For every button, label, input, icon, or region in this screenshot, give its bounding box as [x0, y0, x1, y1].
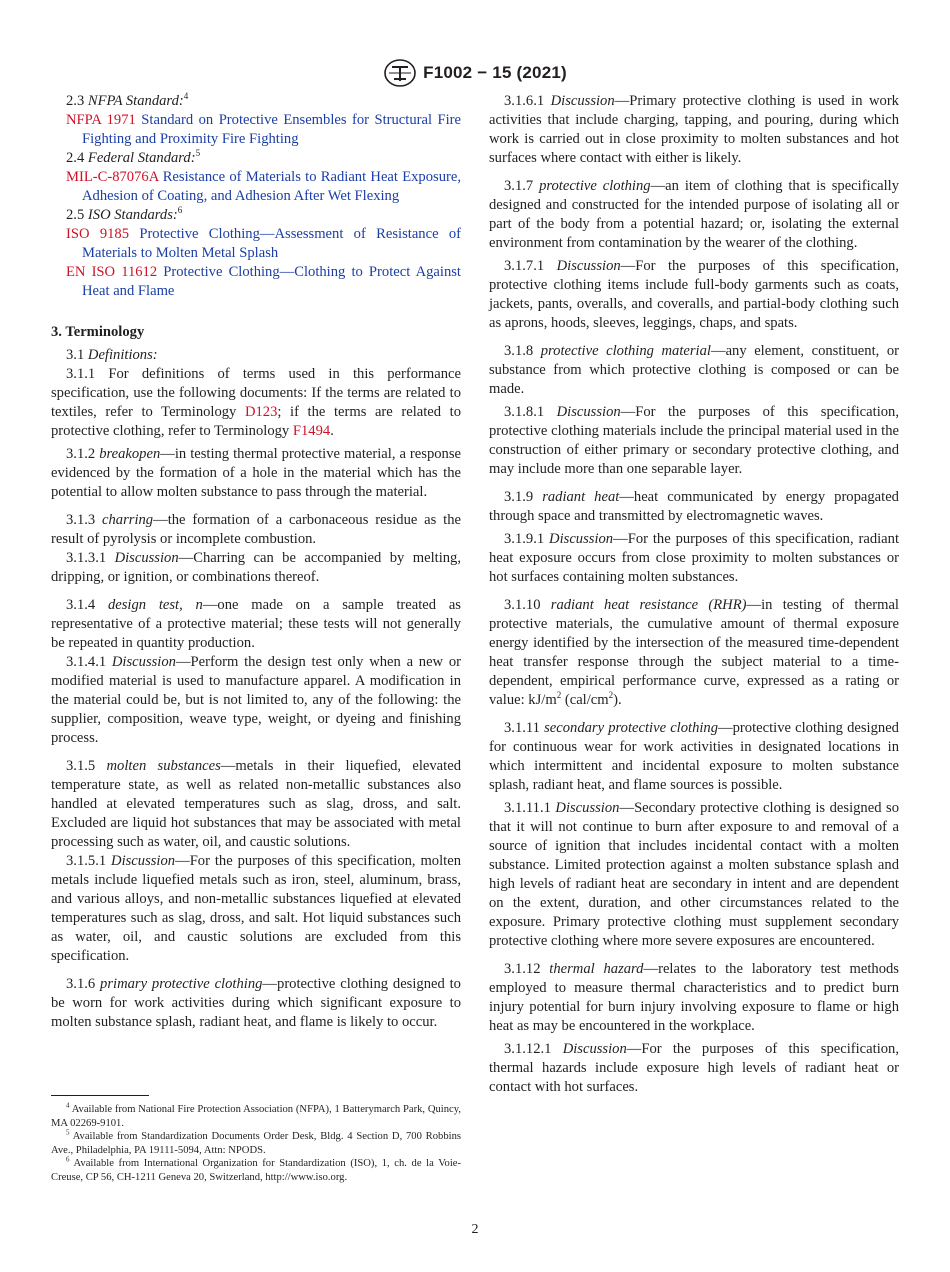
section-2-5-heading: 2.5 ISO Standards:$^6$ — [66, 205, 183, 223]
discussion-3-1-9-1: 3.1.9.1 Discussion—For the purposes of this specification, radiant heat exposure occurs from close proximity to molten substances or hot surfaces containing molten substances. — [489, 531, 900, 585]
reference-code: NFPA 1971 — [66, 112, 136, 128]
reference-code: MIL-C-87076A — [66, 169, 159, 185]
definition-3-1-9: 3.1.9 radiant heat—heat communicated by energy propagated through space and transmitted by electromagnetic waves. — [489, 489, 899, 524]
definition-3-1-3: 3.1.3 charring—the formation of a carbonaceous residue as the result of pyrolysis or incomplete combustion. — [51, 512, 461, 547]
right-column — [489, 92, 899, 1097]
discussion-3-1-6-1: 3.1.6.1 Discussion—Primary protective clothing is used in work activities that include charging, tapping, and pouring, during which work is carried out in close proximity to molten substances and hot surfaces where contact with either is likely. — [489, 93, 899, 166]
reference-code: EN ISO 11612 — [66, 264, 158, 280]
reference-code: ISO 9185 — [66, 226, 130, 242]
discussion-3-1-5-1: 3.1.5.1 Discussion—For the purposes of this specification, molten metals include liquefied metals such as iron, steel, aluminum, brass, and various alloys, and non-metallic substances liquefied at elevated temperatures such as slag, dross, and salt. Hot liquid substances such as water, oil, and caustic solutions are excluded from this specification. — [51, 853, 461, 964]
section-2-3-heading: 2.3 NFPA Standard:$^4$ — [66, 91, 189, 109]
reference-title: Protective Clothing—Clothing to Protect Against Heat and Flame — [82, 264, 461, 299]
footnote-4: $^4$ Available from National Fire Protection Association (NFPA), 1 Batterymarch Park, Quincy, MA 02269-9101. — [51, 1101, 461, 1129]
discussion-3-1-8-1: 3.1.8.1 Discussion—For the purposes of this specification, protective clothing materials include the principal material used in the construction of either primary or secondary protective clothing, and may include more than one separable layer. — [489, 404, 899, 477]
reference-title: Protective Clothing—Assessment of Resistance of Materials to Molten Metal Splash — [82, 226, 462, 261]
reference-title: Standard on Protective Ensembles for Structural Fire Fighting and Proximity Fire Fighting — [82, 112, 461, 147]
reference-en-iso-11612[interactable] — [51, 263, 461, 301]
reference-title: Resistance of Materials to Radiant Heat Exposure, Adhesion of Coating, and Adhesion After Wet Flexing — [82, 169, 461, 204]
page-number: 2 — [471, 1222, 479, 1237]
discussion-3-1-11-1: 3.1.11.1 Discussion—Secondary protective clothing is designed so that it will not continue to burn after exposure to and removal of a source of ignition that includes incidental contact with a molten substance. Limited protection against a molten substance splash and high levels of radiant heat are secondary in intent and are dependent on the extent, duration, and other circumstances related to the exposure. Primary protective clothing must supplement secondary protective clothing where more severe exposures are encountered. — [489, 800, 899, 949]
footnote-divider — [51, 1095, 149, 1096]
footnote-5: $^5$ Available from Standardization Documents Order Desk, Bldg. 4 Section D, 700 Robbins Ave., Philadelphia, PA 19111-5094, Attn: NPODS. — [51, 1128, 461, 1156]
link-d123[interactable]: D123 — [244, 404, 278, 420]
left-column — [51, 92, 461, 1032]
footnotes — [51, 1103, 461, 1185]
reference-nfpa-1971[interactable] — [51, 111, 461, 149]
page-header — [0, 58, 950, 93]
definition-3-1-2: 3.1.2 breakopen—in testing thermal protective material, a response evidenced by the formation of a hole in the material which has the potential to allow molten substance to pass through the material. — [51, 446, 461, 500]
discussion-3-1-3-1: 3.1.3.1 Discussion—Charring can be accompanied by melting, dripping, or ignition, or combinations thereof. — [51, 550, 461, 585]
definition-3-1-4: 3.1.4 design test, n—one made on a sample treated as representative of a protective material; these tests will not generally be repeated in quantity production. — [51, 597, 461, 651]
astm-logo-icon — [383, 58, 417, 88]
definition-3-1: 3.1 Definitions: — [66, 347, 158, 363]
definition-3-1-7: 3.1.7 protective clothing—an item of clothing that is specifically designed and constructed for the intended purpose of isolating all or part of the body from a potential hazard; or, isolating the external environment from contamination by the wearer of the clothing. — [489, 178, 899, 251]
discussion-3-1-4-1: 3.1.4.1 Discussion—Perform the design test only when a new or modified material is used to manufacture apparel. A modification in the material could be, but is not limited to, any of the following: the supplier, composition, weave type, weight, or dyeing and finishing process. — [51, 654, 461, 746]
section-3-heading: 3. Terminology — [51, 324, 145, 340]
discussion-3-1-12-1: 3.1.12.1 Discussion—For the purposes of this specification, thermal hazards include exposure high levels of radiant heat or contact with hot surfaces. — [489, 1041, 899, 1095]
definition-3-1-11: 3.1.11 secondary protective clothing—protective clothing designed for continuous wear for work activities in designated locations in which intermittent and incidental exposure to molten substance splash, radiant heat, and flame sources is possible. — [489, 720, 899, 793]
reference-mil-c-87076a[interactable] — [51, 168, 461, 206]
discussion-3-1-7-1: 3.1.7.1 Discussion—For the purposes of this specification, protective clothing items include full-body garments such as coats, jackets, pants, overalls, and coveralls, and partial-body clothing such as aprons, hoods, sleeves, leggings, chaps, and spats. — [489, 258, 899, 331]
standard-designation: F1002 − 15 (2021) — [423, 63, 567, 82]
definition-3-1-1: 3.1.1 For definitions of terms used in this performance specification, use the following documents: If the terms are related to textiles, refer to Terminology D123; if the terms are related to protective clothing, refer to Terminology F1494. — [51, 366, 461, 439]
definition-3-1-8: 3.1.8 protective clothing material—any element, constituent, or substance from which protective clothing is composed or can be made. — [489, 343, 899, 397]
section-2-4-heading: 2.4 Federal Standard:$^5$ — [66, 148, 201, 166]
definition-3-1-6: 3.1.6 primary protective clothing—protective clothing designed to be worn for work activities during which significant exposure to molten substance splash, radiant heat, and flame is likely to occur. — [51, 976, 461, 1030]
definition-3-1-5: 3.1.5 molten substances—metals in their liquefied, elevated temperature state, as well as related non-metallic substances also handled at elevated temperatures such as slag, dross, and salt. Excluded are liquid hot substances that may be associated with metal processing such as water, oil, and caustic solutions. — [51, 758, 461, 850]
reference-iso-9185[interactable] — [51, 225, 461, 263]
footnote-6: $^6$ Available from International Organization for Standardization (ISO), 1, ch. de la Voie-Creuse, CP 56, CH-1211 Geneva 20, Switzerland, http://www.iso.org. — [51, 1155, 461, 1183]
definition-3-1-12: 3.1.12 thermal hazard—relates to the laboratory test methods employed to measure thermal characteristics and to predict burn injury potential for burn injury involving exposure to flame or high heat as may be encountered in the workplace. — [489, 961, 899, 1034]
definition-3-1-10: 3.1.10 radiant heat resistance (RHR)—in testing of thermal protective materials, the cumulative amount of thermal exposure energy identified by the intersection of the measured time-dependent heat transfer response through the subject material to a time-dependent, empirical performance curve, expressed as a rating or value: $kJ/m^2$ $(cal/cm^2)$. — [489, 597, 899, 708]
link-f1494[interactable]: F1494 — [292, 423, 331, 439]
